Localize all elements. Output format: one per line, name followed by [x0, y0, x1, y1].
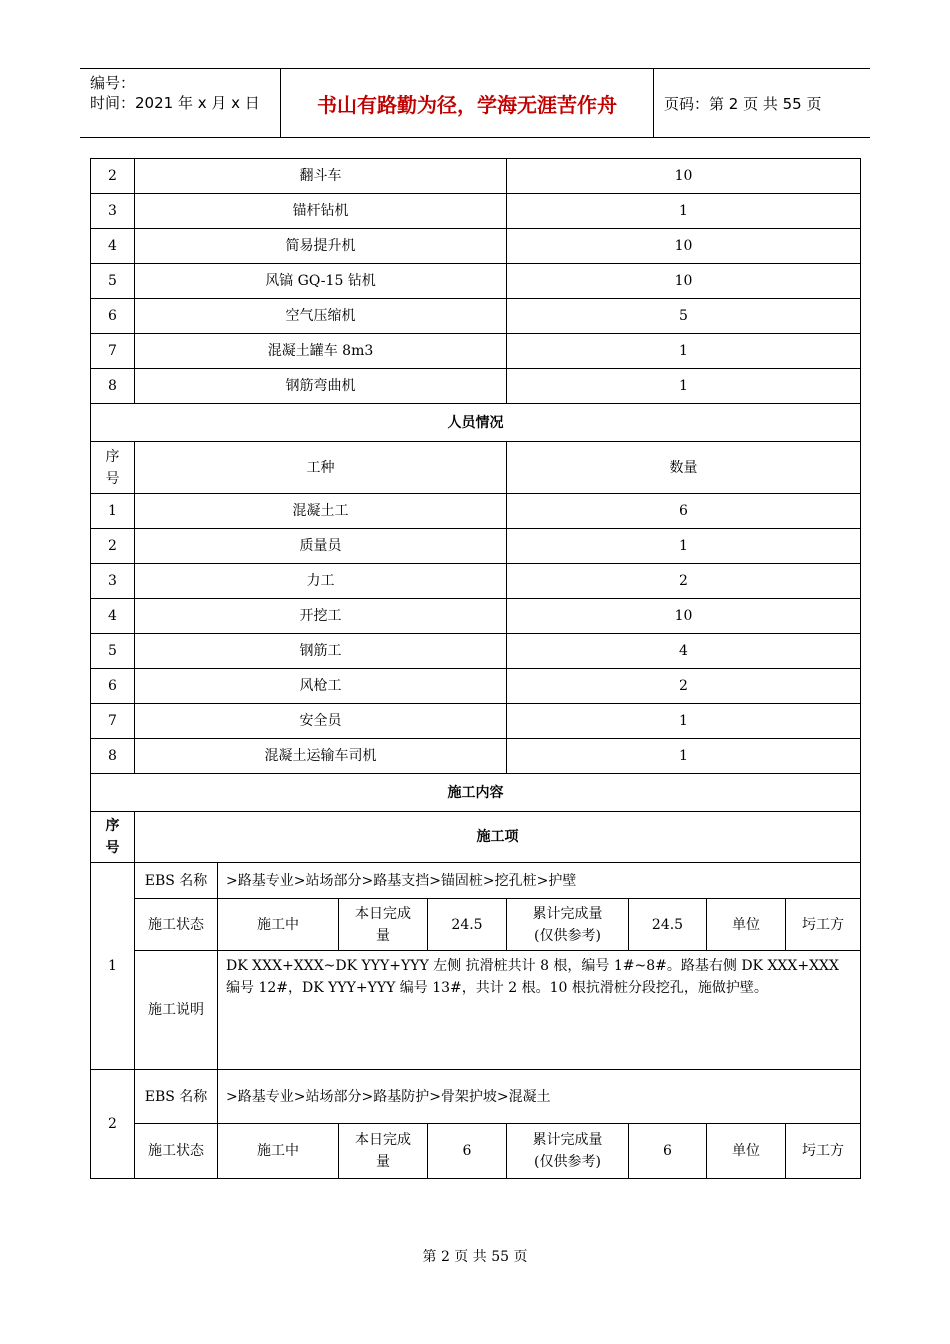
construction-title: 施工内容: [91, 774, 861, 812]
row-name: 质量员: [135, 529, 507, 564]
row-name: 力工: [135, 564, 507, 599]
personnel-title: 人员情况: [91, 404, 861, 442]
document-number-label: 编号：: [90, 74, 136, 92]
cumulative-label: 累计完成量 (仅供参考): [507, 899, 629, 951]
ebs-name: >路基专业>站场部分>路基支挡>锚固桩>挖孔桩>护壁: [218, 863, 861, 899]
personnel-col-type: 工种: [135, 442, 507, 494]
row-quantity: 2: [507, 669, 861, 704]
construction-col-no: 序 号: [91, 812, 135, 863]
personnel-col-qty: 数量: [507, 442, 861, 494]
row-name: 简易提升机: [135, 229, 507, 264]
row-name: 风镐 GQ-15 钻机: [135, 264, 507, 299]
row-quantity: 10: [507, 229, 861, 264]
ebs-label: EBS 名称: [135, 1070, 218, 1124]
today-value: 6: [428, 1124, 507, 1179]
table-row: [91, 159, 861, 194]
row-quantity: 2: [507, 564, 861, 599]
header-motto: 书山有路勤为径，学海无涯苦作舟: [281, 69, 654, 137]
ebs-label: EBS 名称: [135, 863, 218, 899]
status-label: 施工状态: [135, 899, 218, 951]
row-name: 钢筋弯曲机: [135, 369, 507, 404]
row-name: 混凝土运输车司机: [135, 739, 507, 774]
row-quantity: 5: [507, 299, 861, 334]
status-value: 施工中: [218, 899, 339, 951]
status-label: 施工状态: [135, 1124, 218, 1179]
row-number: 1: [91, 494, 135, 529]
row-quantity: 6: [507, 494, 861, 529]
row-number: 7: [91, 334, 135, 369]
table-row: [91, 264, 861, 299]
construction-col-item: 施工项: [135, 812, 861, 863]
table-row: [91, 529, 861, 564]
cumulative-value: 24.5: [629, 899, 707, 951]
page-header: [80, 68, 870, 138]
row-number: 8: [91, 739, 135, 774]
row-name: 安全员: [135, 704, 507, 739]
row-number: 3: [91, 194, 135, 229]
header-page-number: 页码：第 2 页 共 55 页: [664, 94, 822, 113]
table-row: [91, 704, 861, 739]
cumulative-value: 6: [629, 1124, 707, 1179]
table-row: [91, 229, 861, 264]
row-quantity: 1: [507, 334, 861, 369]
row-quantity: 4: [507, 634, 861, 669]
row-number: 5: [91, 634, 135, 669]
row-number: 2: [91, 159, 135, 194]
row-quantity: 1: [507, 739, 861, 774]
unit-value: 圬工方: [786, 1124, 861, 1179]
status-value: 施工中: [218, 1124, 339, 1179]
row-name: 空气压缩机: [135, 299, 507, 334]
today-value: 24.5: [428, 899, 507, 951]
row-name: 开挖工: [135, 599, 507, 634]
table-row: [91, 334, 861, 369]
unit-value: 圬工方: [786, 899, 861, 951]
row-number: 8: [91, 369, 135, 404]
personnel-section: [91, 404, 861, 494]
row-quantity: 10: [507, 599, 861, 634]
construction-log-table: [90, 158, 861, 1179]
row-name: 混凝土工: [135, 494, 507, 529]
description-label: 施工说明: [135, 951, 218, 1070]
row-name: 锚杆钻机: [135, 194, 507, 229]
unit-label: 单位: [707, 1124, 786, 1179]
table-row: [91, 599, 861, 634]
personnel-rows: [91, 494, 861, 774]
row-quantity: 10: [507, 159, 861, 194]
row-number: 4: [91, 599, 135, 634]
row-number: 6: [91, 669, 135, 704]
row-quantity: 10: [507, 264, 861, 299]
row-quantity: 1: [507, 529, 861, 564]
row-number: 6: [91, 299, 135, 334]
description-text: DK XXX+XXX~DK YYY+YYY 左侧 抗滑桩共计 8 根，编号 1#~8#。路基右侧 DK XXX+XXX 编号 12#，DK YYY+YYY 编号 13#，共计 2 根。10 根抗滑桩分段挖孔，施做护壁。: [218, 951, 861, 1070]
row-quantity: 1: [507, 369, 861, 404]
row-number: 3: [91, 564, 135, 599]
row-name: 混凝土罐车 8m3: [135, 334, 507, 369]
row-number: 5: [91, 264, 135, 299]
row-name: 翻斗车: [135, 159, 507, 194]
table-row: [91, 634, 861, 669]
item-number: 1: [91, 863, 135, 1070]
cumulative-label: 累计完成量 (仅供参考): [507, 1124, 629, 1179]
construction-section: [91, 774, 861, 1179]
unit-label: 单位: [707, 899, 786, 951]
equipment-section: [91, 159, 861, 404]
document-date-label: 时间：2021 年 x 月 x 日: [90, 94, 260, 112]
table-row: [91, 369, 861, 404]
row-quantity: 1: [507, 194, 861, 229]
header-meta: [80, 69, 281, 137]
ebs-name: >路基专业>站场部分>路基防护>骨架护坡>混凝土: [218, 1070, 861, 1124]
row-number: 7: [91, 704, 135, 739]
table-row: [91, 299, 861, 334]
personnel-col-no: 序 号: [91, 442, 135, 494]
row-number: 4: [91, 229, 135, 264]
page-footer: 第 2 页 共 55 页: [422, 1249, 528, 1265]
item-number: 2: [91, 1070, 135, 1179]
table-row: [91, 494, 861, 529]
row-name: 钢筋工: [135, 634, 507, 669]
row-number: 2: [91, 529, 135, 564]
table-row: [91, 739, 861, 774]
table-row: [91, 669, 861, 704]
row-name: 风枪工: [135, 669, 507, 704]
table-row: [91, 194, 861, 229]
today-label: 本日完成 量: [339, 1124, 428, 1179]
row-quantity: 1: [507, 704, 861, 739]
today-label: 本日完成 量: [339, 899, 428, 951]
table-row: [91, 564, 861, 599]
